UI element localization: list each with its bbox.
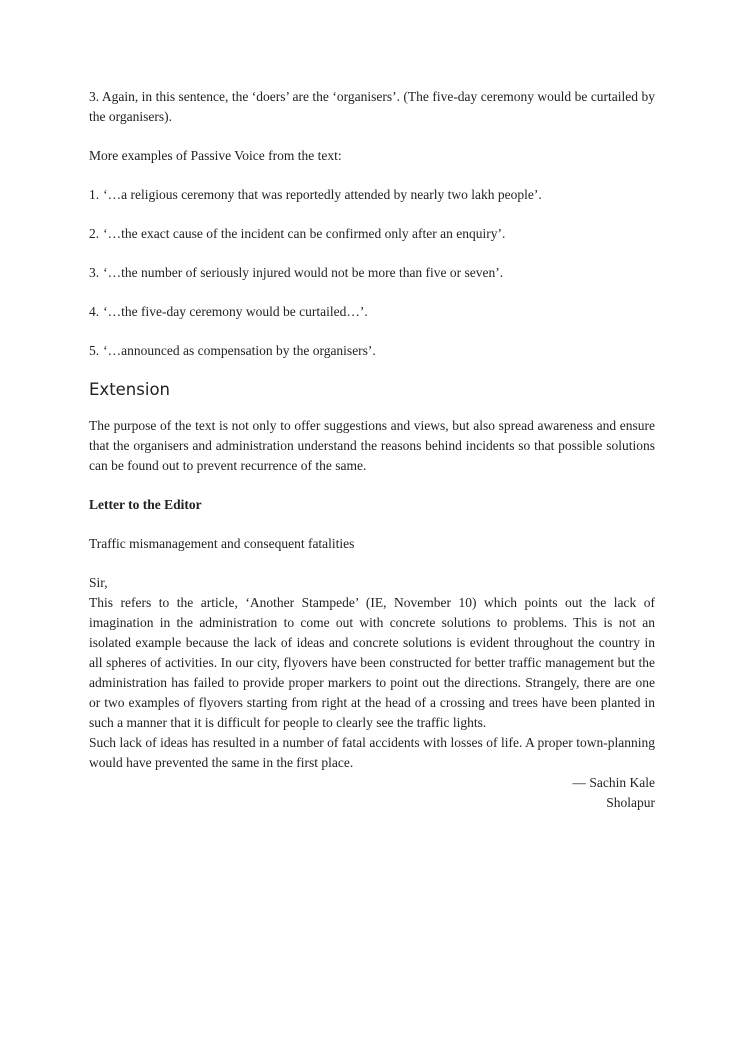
letter-body-paragraph-1: This refers to the article, ‘Another Stampede’ (IE, November 10) which points out the lack of imagination in the administration to come out with concrete solutions to problems. This is not an isolated example because the lack of ideas and concrete solutions is evident throughout the country in all spheres of activities. In our city, flyovers have been constructed for better traffic management but the administration has failed to provide proper markers to point out the directions. Strangely, there are one or two examples of flyovers starting from right at the head of a crossing and trees have been planted in such a manner that it is difficult for people to clearly see the traffic lights. (89, 595, 655, 730)
list-item-number: 5. (89, 343, 100, 358)
list-item (89, 224, 655, 244)
intro-paragraph: 3. Again, in this sentence, the ‘doers’ are the ‘organisers’. (The five-day ceremony would be curtailed by the organisers). (89, 89, 655, 124)
letter-body-paragraph-2: Such lack of ideas has resulted in a number of fatal accidents with losses of life. A proper town-planning would have prevented the same in the first place. (89, 735, 655, 770)
extension-paragraph: The purpose of the text is not only to offer suggestions and views, but also spread awareness and ensure that the organisers and administration understand the reasons behind incidents so that possible solutions can be found out to prevent recurrence of the same. (89, 418, 655, 473)
letter-heading: Letter to the Editor (89, 497, 202, 512)
document-page (89, 87, 655, 813)
examples-heading: More examples of Passive Voice from the text: (89, 148, 342, 163)
letter-subject: Traffic mismanagement and consequent fatalities (89, 536, 355, 551)
list-item-text: ‘…the number of seriously injured would not be more than five or seven’. (103, 265, 504, 280)
list-item-number: 4. (89, 304, 100, 319)
list-item-text: ‘…the exact cause of the incident can be confirmed only after an enquiry’. (103, 226, 506, 241)
list-item (89, 302, 655, 322)
list-item-text: ‘…the five-day ceremony would be curtailed…’. (103, 304, 368, 319)
list-item-text: ‘…announced as compensation by the organisers’. (103, 343, 376, 358)
signature-name: — Sachin Kale (572, 775, 655, 790)
extension-heading: Extension (89, 380, 171, 399)
list-item (89, 341, 655, 361)
list-item-number: 3. (89, 265, 100, 280)
list-item-number: 1. (89, 187, 100, 202)
list-item-text: ‘…a religious ceremony that was reportedly attended by nearly two lakh people’. (103, 187, 542, 202)
list-item-number: 2. (89, 226, 100, 241)
list-item (89, 185, 655, 205)
list-item (89, 263, 655, 283)
signature-place: Sholapur (606, 795, 655, 810)
letter-salutation: Sir, (89, 575, 108, 590)
